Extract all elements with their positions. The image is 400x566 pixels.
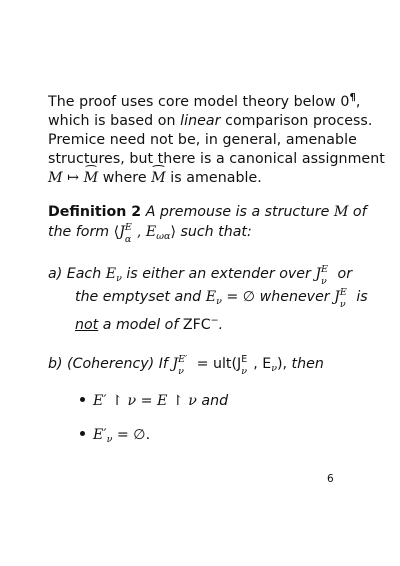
math-subscript: ν xyxy=(116,273,122,284)
math-subscript: ν xyxy=(178,366,184,377)
condition-a-line-2 xyxy=(48,288,378,311)
intro-text: where xyxy=(98,170,152,186)
condition-a-line-3 xyxy=(48,311,378,335)
condition-a xyxy=(48,265,378,335)
linear-emphasis: linear xyxy=(180,113,221,129)
math-symbol: E xyxy=(205,289,217,305)
math-expression: E′ ↾ ν = E ↾ ν xyxy=(93,393,197,409)
definition-text: is a structure xyxy=(235,204,330,220)
condition-text: the emptyset and xyxy=(75,289,206,305)
math-symbol: J xyxy=(334,289,340,305)
condition-text: (Coherency) If xyxy=(62,356,173,372)
coherency-bullet-2 xyxy=(80,426,150,449)
math-superscript: E′ xyxy=(178,354,188,365)
condition-text: . xyxy=(218,317,224,333)
math-symbol: E xyxy=(145,224,157,240)
ult-text: ), xyxy=(276,356,288,372)
math-symbol: , xyxy=(136,224,146,240)
math-superscript: E xyxy=(339,287,347,298)
intro-text: comparison process. xyxy=(220,113,373,129)
condition-b xyxy=(48,355,378,378)
condition-text: a model of xyxy=(98,317,183,333)
condition-a-line-1 xyxy=(48,265,378,288)
ult-text: ult(J xyxy=(213,356,242,372)
math-symbol-hat: M xyxy=(83,170,99,186)
not-emphasis: not xyxy=(75,317,99,333)
math-subscript: ν xyxy=(106,434,113,445)
math-superscript: E xyxy=(241,354,248,365)
definition-label: Definition 2 xyxy=(48,204,142,220)
math-supsub xyxy=(321,264,333,287)
math-subscript: ν xyxy=(339,299,346,310)
coherency-bullet-1 xyxy=(80,392,228,411)
math-symbol-hat: M xyxy=(151,170,166,186)
bullet-icon xyxy=(80,431,85,436)
definition-line-2 xyxy=(48,222,368,247)
math-symbol: ⟩ xyxy=(170,224,176,240)
math-subscript: α xyxy=(124,234,132,245)
page-number: 6 xyxy=(327,473,334,485)
math-symbol: J xyxy=(119,224,125,240)
intro-line-5 xyxy=(48,169,368,188)
condition-text: whenever xyxy=(255,289,335,305)
condition-text: or xyxy=(333,266,353,282)
math-subscript: ν xyxy=(271,363,277,374)
math-expression: = ∅. xyxy=(112,427,151,443)
math-symbol: M xyxy=(48,170,63,186)
math-symbol: = xyxy=(192,356,213,372)
math-symbol: ⟨ xyxy=(113,224,120,240)
math-subscript: ν xyxy=(321,276,327,287)
intro-paragraph xyxy=(48,88,385,188)
math-symbol: J xyxy=(172,356,179,372)
intro-line-2 xyxy=(48,112,373,131)
definition-text: such that: xyxy=(175,224,252,240)
condition-label: b) xyxy=(48,356,63,372)
math-supsub xyxy=(339,287,352,310)
condition-text: and xyxy=(196,393,229,409)
condition-text: Each xyxy=(62,266,106,282)
condition-text: then xyxy=(287,356,324,372)
math-symbol: M xyxy=(329,204,353,220)
definition-text: of xyxy=(352,204,367,220)
definition-text: the form xyxy=(48,224,114,240)
math-superscript: − xyxy=(210,315,219,326)
intro-text: The proof uses core model theory below 0 xyxy=(48,94,350,110)
condition-text: is either an extender over xyxy=(121,266,316,282)
math-superscript: E xyxy=(124,222,132,233)
zfc-text: ZFC xyxy=(182,317,211,333)
math-symbol: J xyxy=(315,266,322,282)
definition-line-1 xyxy=(48,202,368,222)
intro-line-1 xyxy=(48,88,368,112)
intro-text: which is based on xyxy=(48,113,181,129)
math-superscript: E xyxy=(321,264,328,275)
condition-label: a) xyxy=(48,266,63,282)
condition-text: is xyxy=(351,289,368,305)
maps-to-symbol: ↦ xyxy=(62,170,84,186)
intro-line-3: Premice need not be, in general, amenable xyxy=(48,132,357,148)
condition-b-line-1 xyxy=(48,355,378,378)
math-subscript: ν xyxy=(216,296,222,307)
math-subscript: ν xyxy=(241,366,247,377)
intro-line-4: structures, but there is a canonical assignment xyxy=(48,151,385,167)
ult-text: , E xyxy=(253,356,272,372)
zero-pilcrow-superscript: ¶ xyxy=(349,92,356,103)
math-symbol: = ∅ xyxy=(221,289,256,305)
intro-text: is amenable. xyxy=(165,170,262,186)
math-supsub xyxy=(178,354,192,377)
math-supsub xyxy=(124,222,137,245)
intro-text: , xyxy=(355,94,361,110)
math-supsub xyxy=(241,354,253,377)
math-symbol: E xyxy=(105,266,117,282)
math-subscript: ωα xyxy=(156,231,171,242)
math-symbol: E′ xyxy=(93,427,107,443)
definition-text: A premouse xyxy=(141,204,236,220)
bullet-icon xyxy=(80,397,85,402)
definition-2 xyxy=(48,202,368,247)
